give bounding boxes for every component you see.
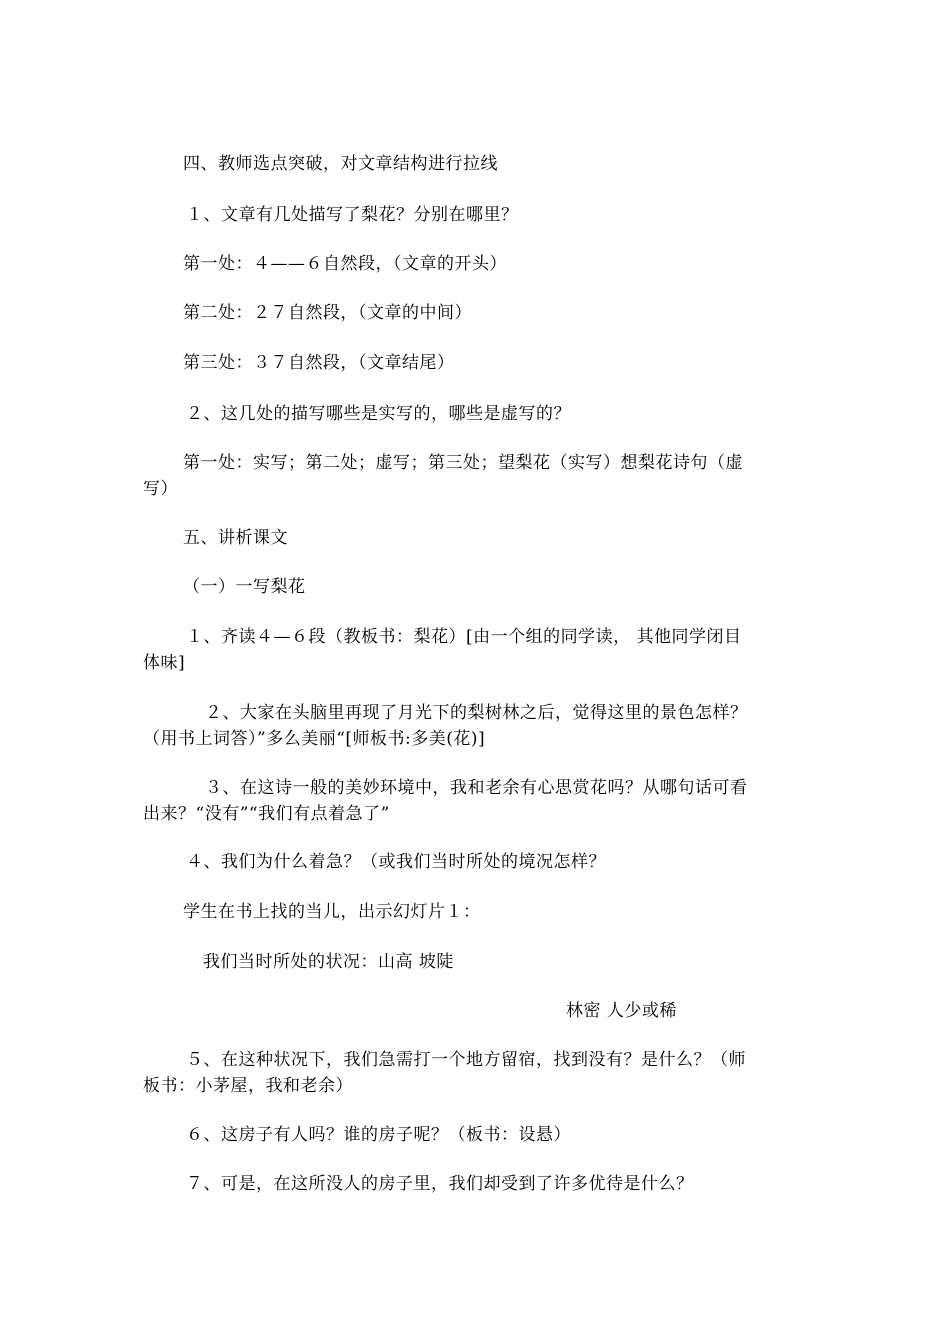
item-3-line-2: 出来？“没有”“我们有点着急了” bbox=[143, 804, 390, 824]
item-4: ４、我们为什么着急？（或我们当时所处的境况怎样？ bbox=[186, 852, 606, 872]
subsection-1-heading: （一）一写梨花 bbox=[183, 577, 306, 597]
item-2-paragraph bbox=[143, 700, 855, 752]
item-5-line-2: 板书：小茅屋，我和老余） bbox=[143, 1076, 353, 1096]
slide-line-2: 林密 人少或稀 bbox=[566, 1001, 677, 1021]
question-1: １、文章有几处描写了梨花？分别在哪里？ bbox=[186, 205, 519, 225]
item-1-line-1: １、齐读４—６段（教板书：梨花）[由一个组的同学读， 其他同学闭目 bbox=[186, 627, 742, 647]
question-2: ２、这几处的描写哪些是实写的，哪些是虚写的？ bbox=[186, 404, 571, 424]
section-5-heading: 五、讲析课文 bbox=[183, 528, 288, 548]
item-2-line-2: （用书上词答）”多么美丽“[师板书:多美(花)] bbox=[143, 729, 486, 749]
item-3-paragraph bbox=[143, 775, 855, 827]
item-6: ６、这房子有人吗？谁的房子呢？（板书：设悬） bbox=[186, 1125, 571, 1145]
answer-paragraph bbox=[143, 450, 833, 502]
item-2-line-1: ２、大家在头脑里再现了月光下的梨树林之后，觉得这里的景色怎样？ bbox=[205, 703, 748, 723]
section-4-heading: 四、教师选点突破，对文章结构进行拉线 bbox=[183, 154, 498, 174]
item-5-line-1: ５、在这种状况下，我们急需打一个地方留宿，找到没有？是什么？（师 bbox=[186, 1050, 746, 1070]
answer-line-2: 写） bbox=[143, 479, 178, 499]
location-1: 第一处：４——６自然段，（文章的开头） bbox=[183, 254, 507, 274]
item-1-line-2: 体味] bbox=[143, 653, 186, 673]
item-7: ７、可是，在这所没人的房子里，我们却受到了许多优待是什么？ bbox=[186, 1174, 694, 1194]
slide-intro: 学生在书上找的当儿，出示幻灯片１： bbox=[183, 902, 481, 922]
item-3-line-1: ３、在这诗一般的美妙环境中，我和老余有心思赏花吗？从哪句话可看 bbox=[205, 778, 748, 798]
item-1-paragraph bbox=[143, 624, 836, 676]
slide-line-1: 我们当时所处的状况：山高 坡陡 bbox=[203, 952, 454, 972]
item-5-paragraph bbox=[143, 1047, 836, 1099]
answer-line-1: 第一处：实写；第二处；虚写；第三处；望梨花（实写）想梨花诗句（虚 bbox=[183, 453, 743, 473]
location-2: 第二处：２７自然段，（文章的中间） bbox=[183, 303, 472, 323]
location-3: 第三处：３７自然段，（文章结尾） bbox=[183, 353, 455, 373]
